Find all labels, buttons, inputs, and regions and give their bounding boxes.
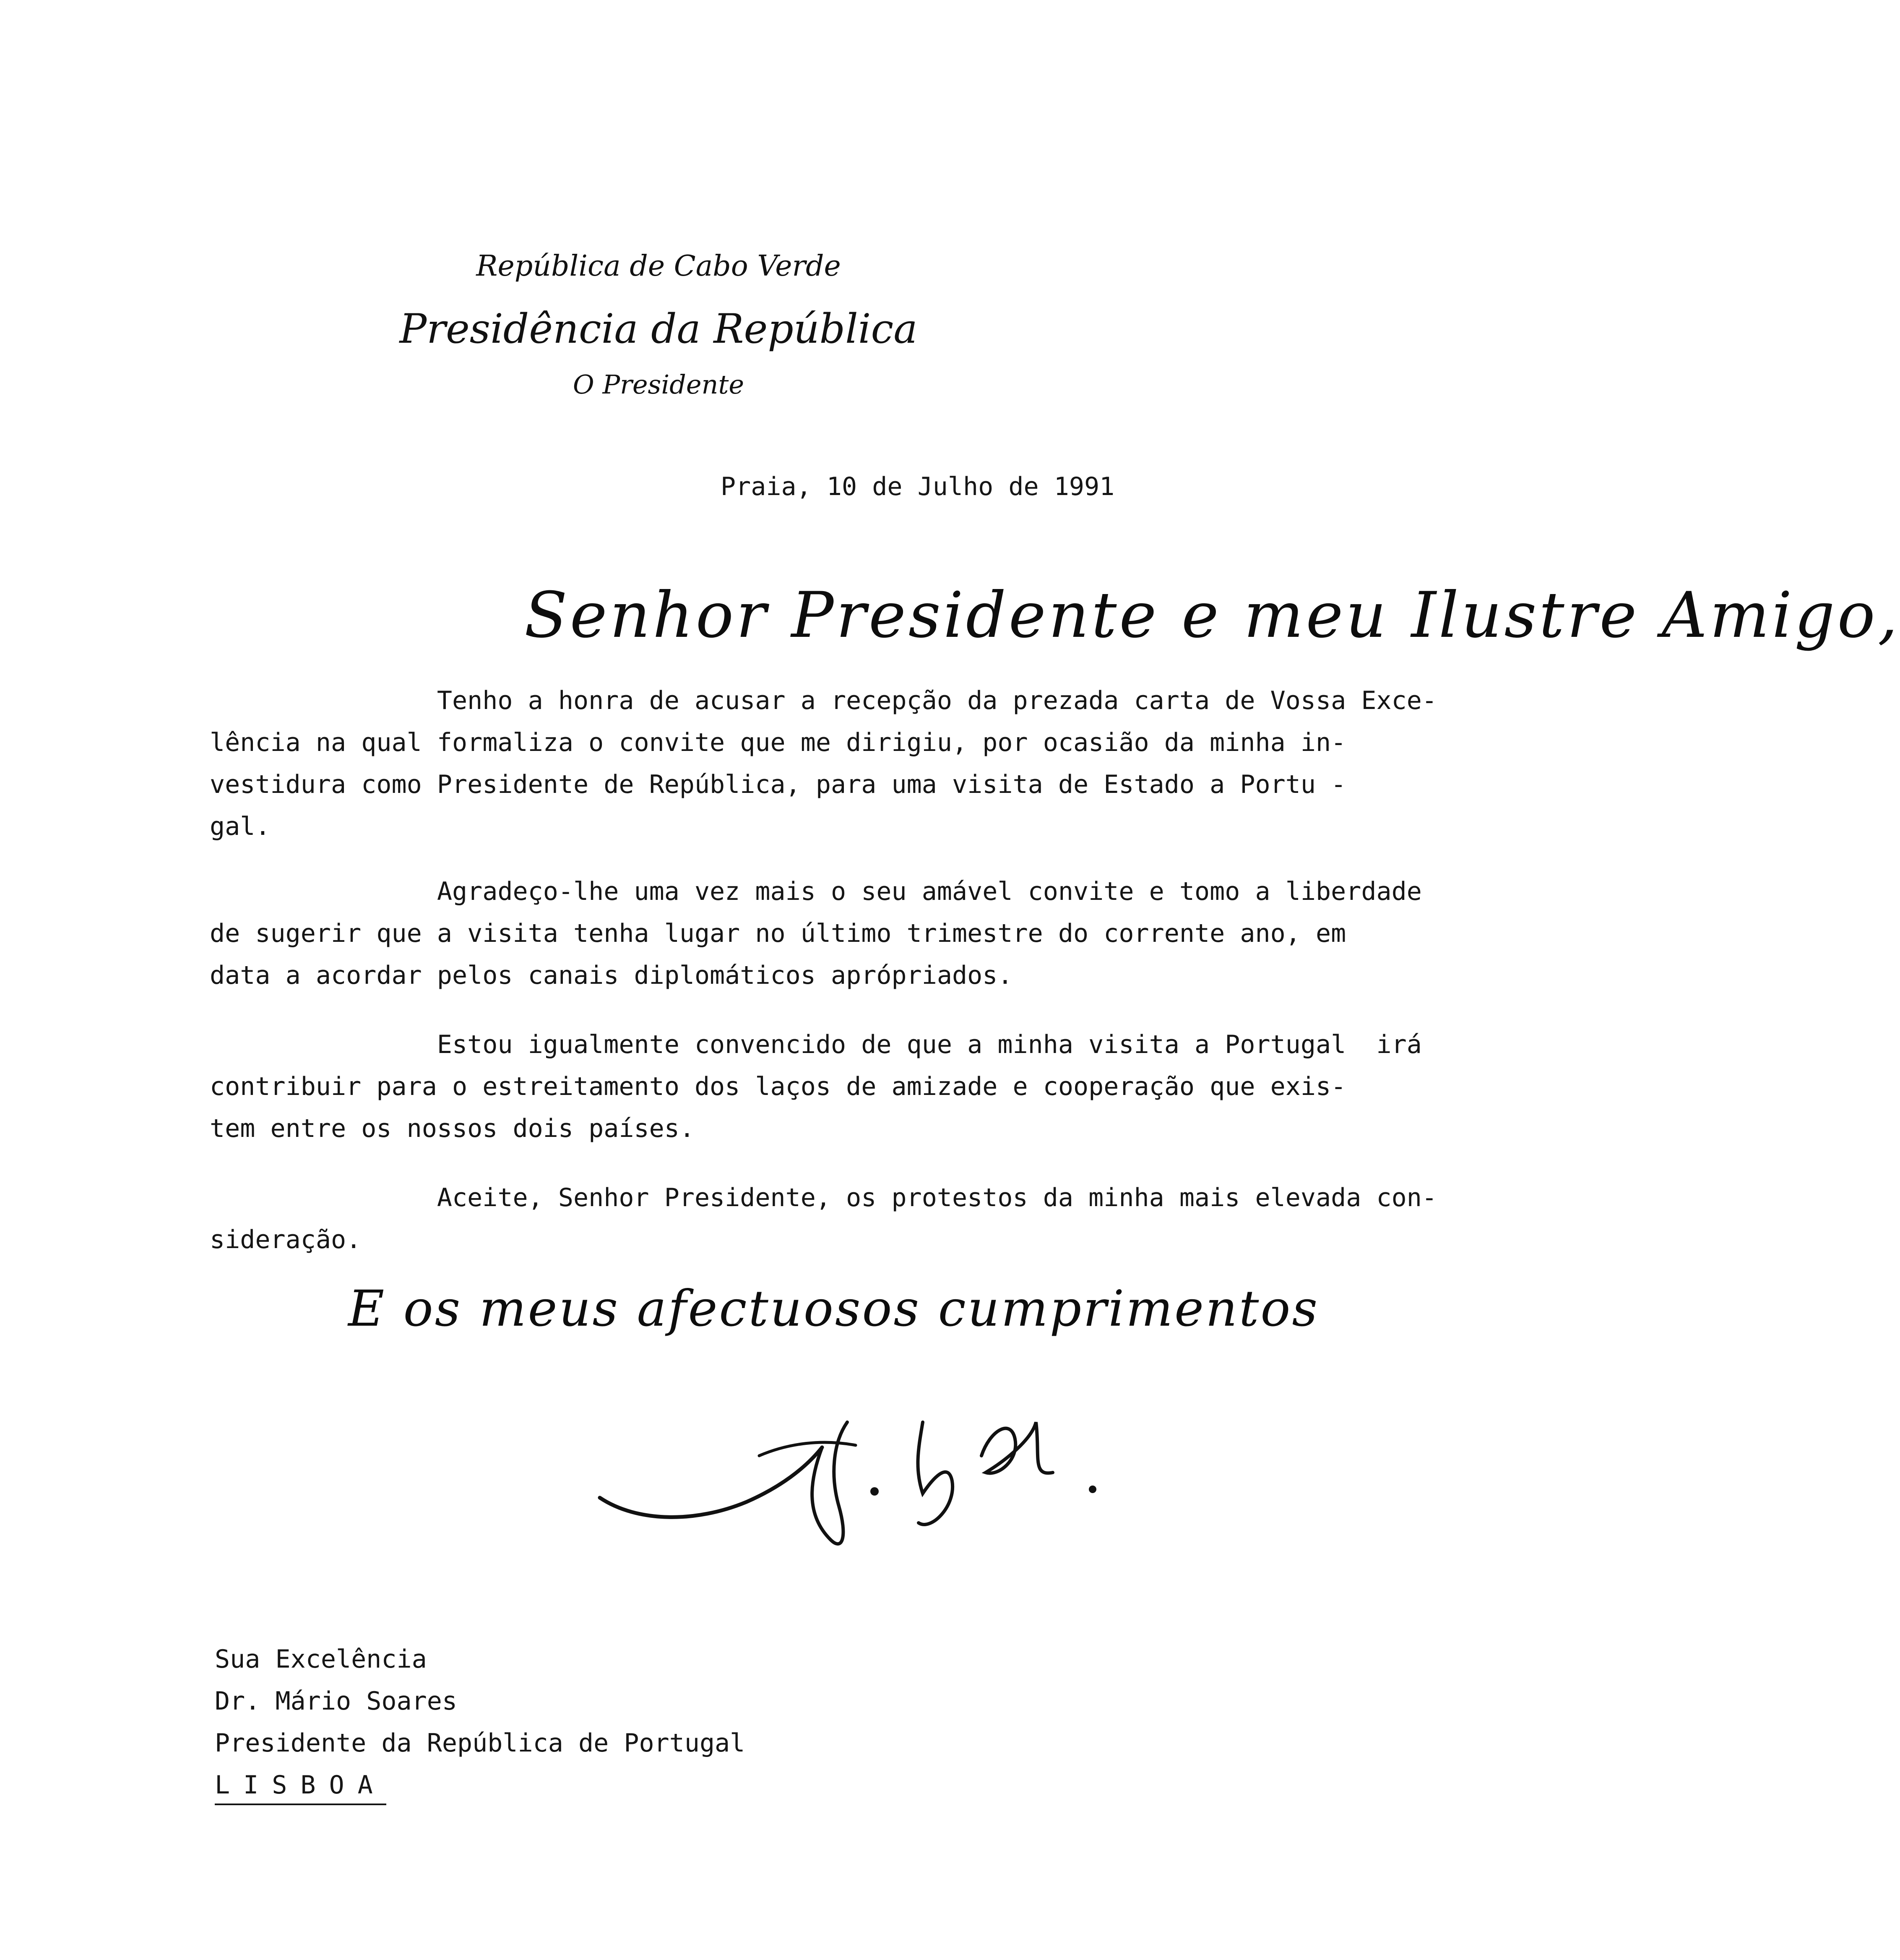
recipient-honorific: Sua Excelência: [215, 1645, 427, 1674]
body-paragraph-4: Aceite, Senhor Presidente, os protestos da minha mais elevada con- sideração.: [210, 1183, 1437, 1254]
body-paragraph-2: Agradeço-lhe uma vez mais o seu amável convite e tomo a liberdade de sugerir que a visita tenha lugar no último trimestre do corrente ano, em data a acordar pelos canais diplomáticos aprópriados.: [210, 877, 1422, 990]
recipient-city: LISBOA: [215, 1768, 386, 1805]
letterhead-title: O Presidente: [573, 369, 744, 400]
recipient-address: [215, 1638, 745, 1806]
letterhead-country: República de Cabo Verde: [476, 250, 841, 283]
letter-date: Praia, 10 de Julho de 1991: [721, 472, 1115, 501]
recipient-name: Dr. Mário Soares: [215, 1686, 457, 1716]
signature: [587, 1397, 1132, 1573]
handwritten-closing: E os meus afectuosos cumprimentos: [348, 1280, 1319, 1337]
recipient-title: Presidente da República de Portugal: [215, 1728, 745, 1758]
body-paragraph-1: Tenho a honra de acusar a recepção da prezada carta de Vossa Exce- lência na qual formaliza o convite que me dirigiu, por ocasião da minha in- vestidura como Presidente de República, para uma visita de Estado a Portu - gal.: [210, 686, 1437, 841]
handwritten-greeting: Senhor Presidente e meu Ilustre Amigo,: [524, 579, 1900, 652]
body-paragraph-3: Estou igualmente convencido de que a minha visita a Portugal irá contribuir para o estreitamento dos laços de amizade e cooperação que exis- tem entre os nossos dois países.: [210, 1030, 1422, 1143]
letterhead-office: Presidência da República: [399, 305, 918, 352]
